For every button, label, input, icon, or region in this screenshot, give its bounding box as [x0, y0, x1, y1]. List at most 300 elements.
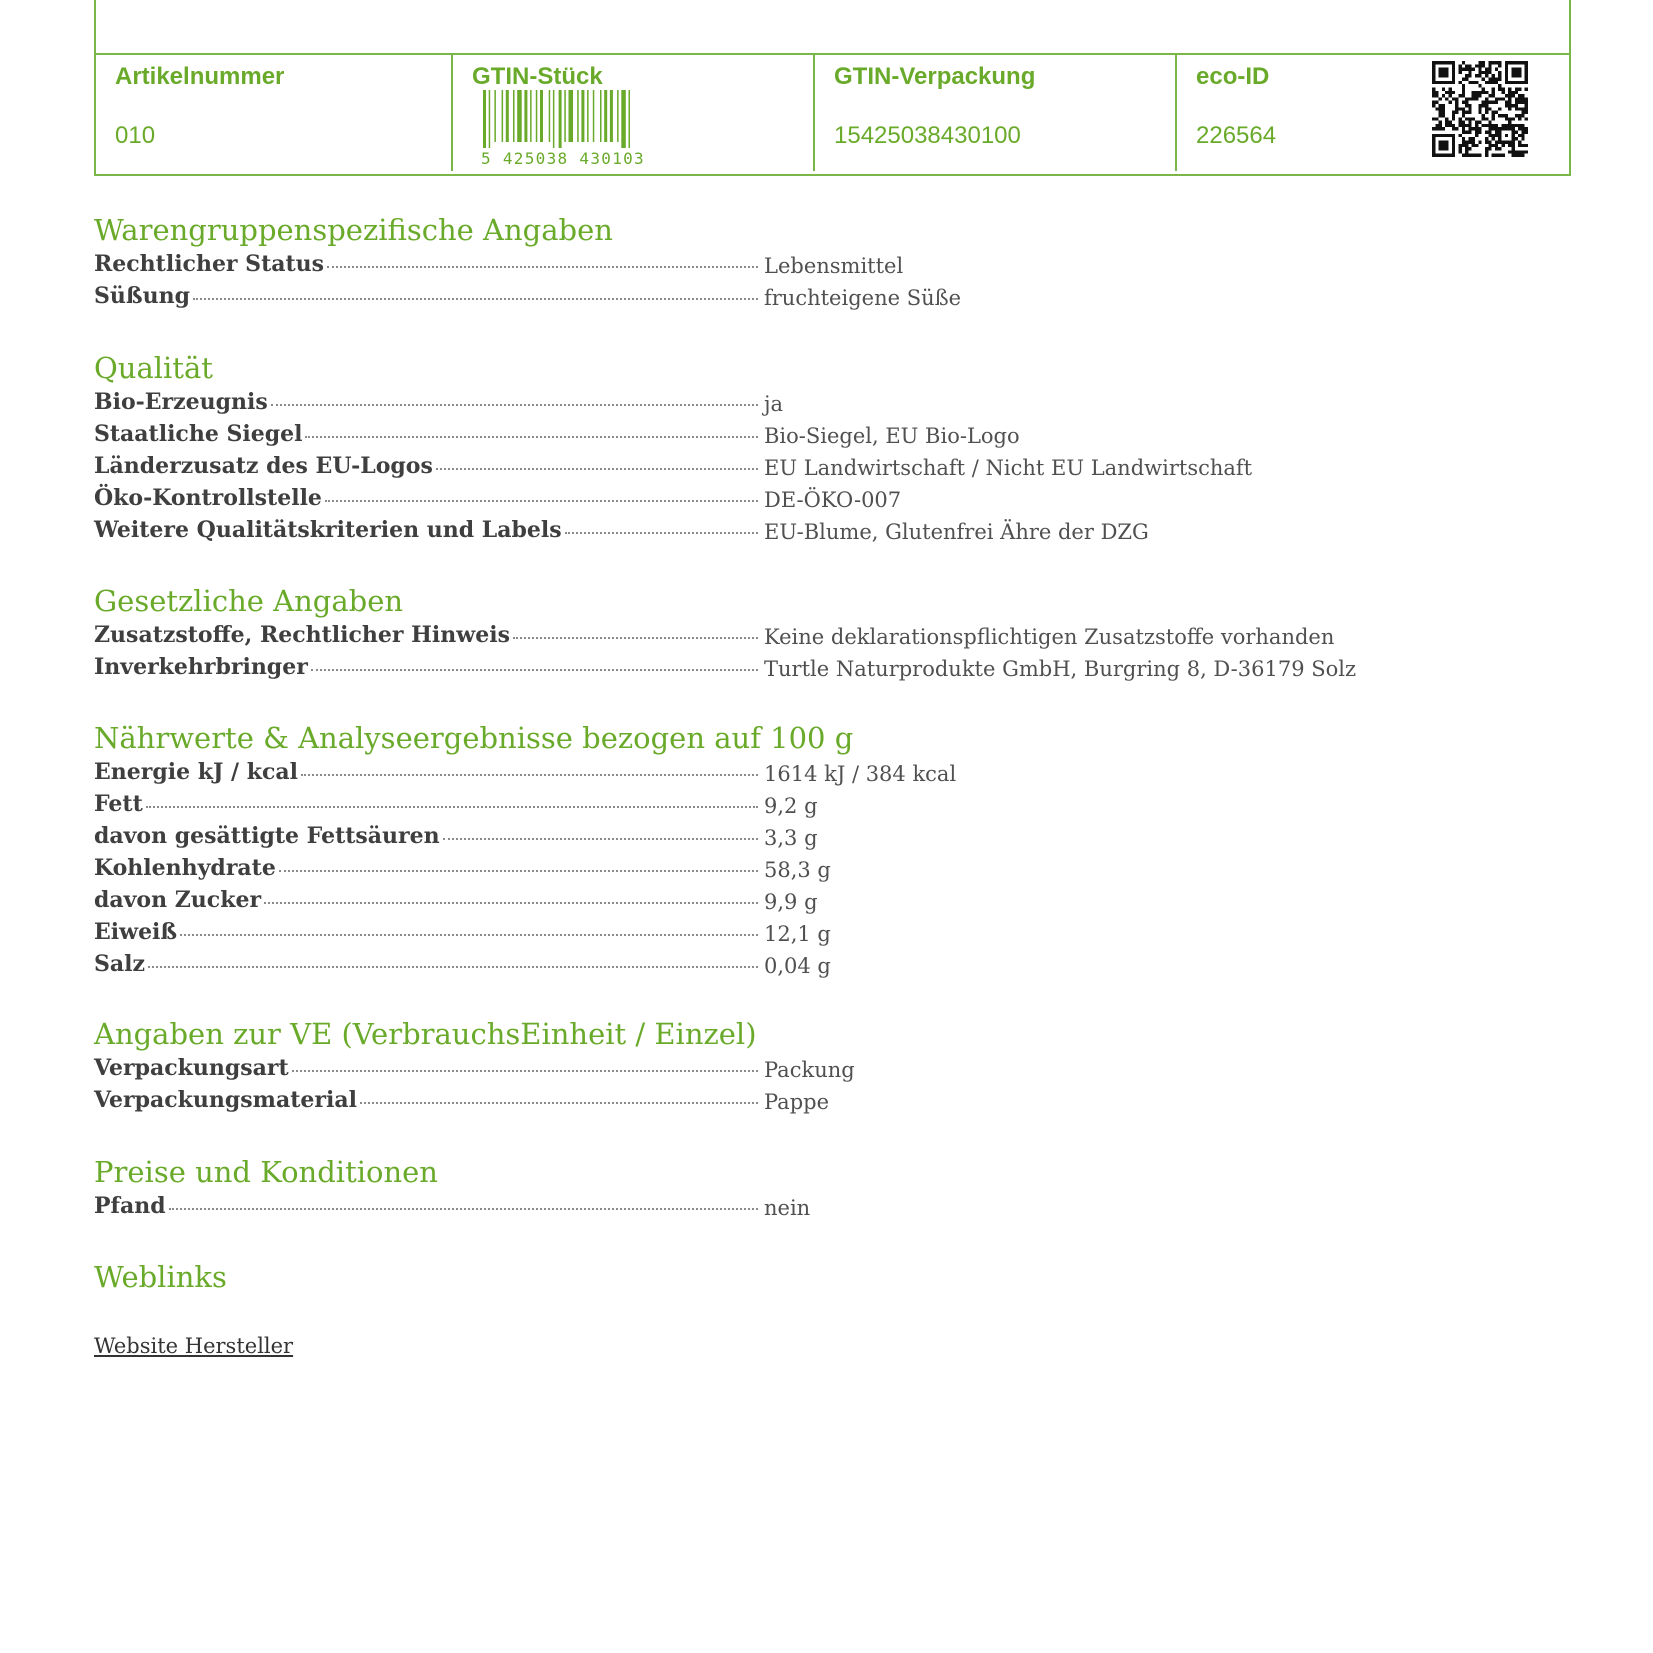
qr-module: [1525, 107, 1528, 110]
qr-module: [1439, 104, 1442, 107]
qr-module: [1505, 104, 1508, 107]
qr-module: [1449, 101, 1452, 104]
data-row: [94, 386, 1554, 418]
qr-module: [1439, 124, 1442, 127]
qr-module: [1475, 74, 1478, 77]
qr-module: [1468, 147, 1471, 150]
qr-module: [1458, 134, 1461, 137]
qr-module: [1492, 94, 1495, 97]
row-label: [94, 386, 758, 418]
qr-module: [1462, 87, 1465, 90]
row-label: [94, 1084, 758, 1116]
barcode-bar: [530, 90, 532, 142]
qr-module: [1452, 117, 1455, 120]
qr-module: [1492, 154, 1495, 157]
qr-module: [1442, 94, 1445, 97]
qr-module: [1478, 154, 1481, 157]
qr-module: [1495, 131, 1498, 134]
gtin-pack-cell: [813, 55, 1177, 171]
qr-module: [1458, 147, 1461, 150]
qr-module: [1465, 117, 1468, 120]
qr-module: [1478, 121, 1481, 124]
row-label-text: davon Zucker: [94, 887, 262, 913]
row-label: [94, 756, 758, 788]
qr-module: [1508, 117, 1511, 120]
qr-module: [1521, 94, 1524, 97]
qr-module: [1521, 127, 1524, 130]
qr-module: [1515, 104, 1518, 107]
qr-module: [1495, 124, 1498, 127]
qr-module: [1472, 91, 1475, 94]
dot-leader: [360, 1101, 758, 1104]
data-row: [94, 788, 1554, 820]
gtin-piece-label: GTIN-Stück: [472, 63, 603, 90]
qr-module: [1492, 101, 1495, 104]
qr-module: [1485, 131, 1488, 134]
dot-leader: [292, 1069, 758, 1072]
qr-module: [1525, 144, 1528, 147]
qr-module: [1468, 127, 1471, 130]
qr-module: [1482, 71, 1485, 74]
qr-module: [1468, 111, 1471, 114]
qr-module: [1498, 64, 1501, 67]
qr-module: [1508, 150, 1511, 153]
qr-module: [1432, 127, 1435, 130]
qr-module: [1488, 144, 1491, 147]
qr-module: [1508, 104, 1511, 107]
qr-module: [1485, 101, 1488, 104]
barcode-bar: [564, 90, 566, 142]
qr-module: [1485, 91, 1488, 94]
qr-module: [1515, 150, 1518, 153]
row-label-text: Verpackungsmaterial: [94, 1087, 357, 1113]
row-label-text: Pfand: [94, 1193, 166, 1219]
qr-module: [1445, 91, 1448, 94]
barcode-bar: [577, 90, 579, 142]
qr-code-image[interactable]: [1432, 61, 1528, 157]
qr-module: [1442, 127, 1445, 130]
qr-module: [1521, 101, 1524, 104]
qr-module: [1495, 101, 1498, 104]
row-label: [94, 1190, 758, 1222]
data-row: [94, 1084, 1554, 1116]
row-value: 9,2 g: [764, 794, 818, 818]
row-label-text: Fett: [94, 791, 143, 817]
qr-module: [1482, 78, 1485, 81]
row-value: nein: [764, 1196, 811, 1220]
row-value: EU-Blume, Glutenfrei Ähre der DZG: [764, 520, 1149, 544]
qr-module: [1465, 150, 1468, 153]
qr-module: [1482, 117, 1485, 120]
row-label: [94, 418, 758, 450]
qr-module: [1475, 154, 1478, 157]
qr-module: [1472, 144, 1475, 147]
qr-module: [1482, 124, 1485, 127]
qr-module: [1468, 121, 1471, 124]
qr-module: [1508, 91, 1511, 94]
qr-module: [1515, 87, 1518, 90]
qr-module: [1432, 101, 1435, 104]
dot-leader: [264, 901, 758, 904]
barcode-bar: [540, 90, 543, 142]
dot-leader: [436, 467, 758, 470]
qr-module: [1472, 97, 1475, 100]
qr-module: [1502, 154, 1505, 157]
qr-module: [1511, 117, 1514, 120]
qr-module: [1442, 107, 1445, 110]
row-value: Pappe: [764, 1090, 830, 1114]
qr-module: [1435, 101, 1438, 104]
qr-module: [1518, 154, 1521, 157]
qr-module: [1518, 140, 1521, 143]
qr-module: [1525, 117, 1528, 120]
qr-module: [1498, 97, 1501, 100]
qr-module: [1462, 140, 1465, 143]
qr-module: [1465, 104, 1468, 107]
barcode-bar: [604, 90, 607, 142]
qr-module: [1485, 74, 1488, 77]
qr-module: [1462, 137, 1465, 140]
website-hersteller-link[interactable]: Website Hersteller: [94, 1334, 294, 1358]
qr-module: [1472, 140, 1475, 143]
qr-module: [1472, 154, 1475, 157]
qr-module: [1468, 97, 1471, 100]
qr-module: [1465, 74, 1468, 77]
row-label-text: Öko-Kontrollstelle: [94, 485, 322, 511]
barcode-bar: [506, 90, 509, 142]
qr-module: [1475, 134, 1478, 137]
row-value: Packung: [764, 1058, 855, 1082]
barcode-bar: [502, 90, 504, 142]
qr-module: [1468, 117, 1471, 120]
qr-module: [1462, 61, 1465, 64]
qr-module: [1492, 124, 1495, 127]
qr-module: [1515, 124, 1518, 127]
row-label: [94, 884, 758, 916]
qr-module: [1445, 124, 1448, 127]
qr-module: [1465, 68, 1468, 71]
qr-module: [1449, 124, 1452, 127]
dot-leader: [193, 297, 758, 300]
qr-module: [1472, 127, 1475, 130]
dot-leader: [146, 805, 758, 808]
qr-module: [1492, 114, 1495, 117]
qr-module: [1449, 94, 1452, 97]
barcode-digits: 5 425038 430103: [481, 149, 645, 168]
qr-module: [1462, 107, 1465, 110]
qr-module: [1488, 127, 1491, 130]
row-value: 0,04 g: [764, 954, 831, 978]
barcode-bar: [483, 90, 486, 148]
qr-module: [1515, 101, 1518, 104]
qr-module: [1442, 111, 1445, 114]
qr-module: [1521, 150, 1524, 153]
qr-module: [1502, 91, 1505, 94]
qr-module: [1439, 121, 1442, 124]
qr-module: [1472, 68, 1475, 71]
gtin-pack-value: 15425038430100: [834, 122, 1021, 149]
qr-module: [1475, 91, 1478, 94]
gtin-pack-label: GTIN-Verpackung: [834, 63, 1036, 90]
qr-module: [1458, 94, 1461, 97]
data-row: [94, 1052, 1554, 1084]
qr-module: [1488, 78, 1491, 81]
qr-module: [1495, 111, 1498, 114]
qr-module: [1465, 78, 1468, 81]
qr-module: [1485, 150, 1488, 153]
qr-module: [1495, 81, 1498, 84]
qr-module: [1495, 68, 1498, 71]
qr-module: [1458, 71, 1461, 74]
qr-module: [1439, 107, 1442, 110]
qr-module: [1455, 104, 1458, 107]
qr-module: [1462, 84, 1465, 87]
qr-module: [1478, 131, 1481, 134]
qr-module: [1462, 91, 1465, 94]
qr-module: [1521, 144, 1524, 147]
qr-module: [1468, 74, 1471, 77]
row-value: ja: [764, 392, 784, 416]
qr-module: [1462, 111, 1465, 114]
dot-leader: [271, 403, 758, 406]
qr-module: [1455, 127, 1458, 130]
row-label-text: Weitere Qualitätskriterien und Labels: [94, 517, 562, 543]
qr-module: [1498, 87, 1501, 90]
qr-module: [1521, 107, 1524, 110]
qr-module: [1455, 111, 1458, 114]
qr-module: [1475, 124, 1478, 127]
qr-module: [1455, 101, 1458, 104]
data-row: [94, 514, 1554, 546]
row-label-text: Energie kJ / kcal: [94, 759, 299, 785]
dot-leader: [325, 499, 758, 502]
barcode-bar: [587, 90, 589, 142]
qr-module: [1458, 117, 1461, 120]
qr-module: [1511, 124, 1514, 127]
section-title: Qualität: [94, 351, 213, 385]
qr-module: [1495, 147, 1498, 150]
qr-module: [1482, 114, 1485, 117]
qr-module: [1521, 134, 1524, 137]
qr-module: [1432, 94, 1435, 97]
barcode-bar: [524, 90, 527, 142]
qr-module: [1525, 101, 1528, 104]
qr-module: [1518, 107, 1521, 110]
qr-module: [1502, 124, 1505, 127]
qr-module: [1495, 140, 1498, 143]
qr-module: [1465, 97, 1468, 100]
qr-module: [1515, 154, 1518, 157]
qr-module: [1495, 144, 1498, 147]
qr-module: [1468, 71, 1471, 74]
qr-module: [1502, 144, 1505, 147]
qr-module: [1511, 150, 1514, 153]
dot-leader: [565, 531, 758, 534]
qr-module: [1435, 127, 1438, 130]
section-title: Nährwerte & Analyseergebnisse bezogen auf 100 g: [94, 721, 854, 755]
qr-module: [1439, 111, 1442, 114]
qr-module: [1485, 71, 1488, 74]
qr-module: [1488, 101, 1491, 104]
qr-module: [1465, 131, 1468, 134]
data-row: [94, 248, 1554, 280]
qr-module: [1508, 144, 1511, 147]
qr-module: [1498, 107, 1501, 110]
qr-module: [1475, 97, 1478, 100]
data-row: [94, 418, 1554, 450]
qr-module: [1485, 107, 1488, 110]
qr-module: [1482, 91, 1485, 94]
section-title: Warengruppenspezifische Angaben: [94, 213, 613, 247]
barcode-bar: [494, 90, 496, 142]
qr-module: [1452, 111, 1455, 114]
qr-module: [1475, 94, 1478, 97]
qr-module: [1468, 124, 1471, 127]
row-label-text: Rechtlicher Status: [94, 251, 325, 277]
dot-leader: [301, 773, 758, 776]
qr-module: [1511, 144, 1514, 147]
qr-module: [1439, 140, 1449, 150]
qr-module: [1465, 154, 1468, 157]
article-number-cell: [96, 55, 451, 171]
qr-module: [1465, 124, 1468, 127]
section-warengruppe: [94, 212, 1554, 312]
qr-module: [1462, 78, 1465, 81]
row-label-text: davon gesättigte Fettsäuren: [94, 823, 440, 849]
qr-module: [1468, 81, 1471, 84]
qr-module: [1518, 97, 1521, 100]
row-label-text: Eiweiß: [94, 919, 178, 945]
qr-module: [1485, 68, 1488, 71]
row-value: Turtle Naturprodukte GmbH, Burgring 8, D-36179 Solz: [764, 657, 1357, 681]
qr-module: [1432, 104, 1435, 107]
qr-module: [1495, 154, 1498, 157]
qr-module: [1492, 91, 1495, 94]
row-label-text: Zusatzstoffe, Rechtlicher Hinweis: [94, 622, 510, 648]
qr-module: [1492, 61, 1495, 64]
qr-module: [1472, 94, 1475, 97]
qr-module: [1442, 114, 1445, 117]
qr-module: [1478, 94, 1481, 97]
qr-module: [1458, 107, 1461, 110]
data-row: [94, 450, 1554, 482]
qr-module: [1492, 127, 1495, 130]
qr-module: [1435, 107, 1438, 110]
data-row: [94, 916, 1554, 948]
qr-module: [1458, 81, 1461, 84]
row-label-text: Bio-Erzeugnis: [94, 389, 268, 415]
barcode-bar: [621, 90, 626, 148]
qr-module: [1521, 114, 1524, 117]
qr-module: [1521, 131, 1524, 134]
product-id-box: [94, 0, 1571, 176]
section-title: Weblinks: [94, 1260, 227, 1294]
qr-module: [1485, 97, 1488, 100]
dot-leader: [513, 636, 758, 639]
qr-module: [1525, 150, 1528, 153]
qr-module: [1475, 144, 1478, 147]
row-label: [94, 948, 758, 980]
qr-module: [1472, 137, 1475, 140]
row-value: 9,9 g: [764, 890, 818, 914]
qr-module: [1492, 134, 1495, 137]
qr-module: [1525, 104, 1528, 107]
qr-module: [1435, 94, 1438, 97]
dot-leader: [311, 668, 758, 671]
qr-module: [1511, 68, 1521, 78]
eco-id-value: 226564: [1196, 122, 1277, 149]
qr-module: [1462, 124, 1465, 127]
qr-module: [1508, 124, 1511, 127]
row-label: [94, 248, 758, 280]
qr-module: [1458, 144, 1461, 147]
qr-module: [1508, 87, 1511, 90]
qr-module: [1505, 134, 1508, 137]
qr-module: [1515, 91, 1518, 94]
qr-module: [1462, 144, 1465, 147]
row-label-text: Staatliche Siegel: [94, 421, 303, 447]
qr-module: [1498, 84, 1501, 87]
qr-module: [1498, 114, 1501, 117]
qr-module: [1442, 104, 1445, 107]
qr-module: [1468, 68, 1471, 71]
barcode-bar: [559, 90, 562, 148]
qr-module: [1478, 74, 1481, 77]
row-label-text: Länderzusatz des EU-Logos: [94, 453, 433, 479]
qr-module: [1455, 107, 1458, 110]
qr-module: [1518, 124, 1521, 127]
qr-module: [1488, 94, 1491, 97]
dot-leader: [305, 435, 758, 438]
row-value: Lebensmittel: [764, 254, 904, 278]
row-label-text: Kohlenhydrate: [94, 855, 276, 881]
qr-module: [1445, 121, 1448, 124]
row-value: Keine deklarationspflichtigen Zusatzstoffe vorhanden: [764, 625, 1335, 649]
row-value: 3,3 g: [764, 826, 818, 850]
qr-module: [1488, 140, 1491, 143]
qr-module: [1485, 124, 1488, 127]
qr-module: [1439, 114, 1442, 117]
qr-module: [1478, 104, 1481, 107]
qr-module: [1495, 134, 1498, 137]
qr-module: [1521, 137, 1524, 140]
qr-module: [1485, 81, 1488, 84]
qr-module: [1518, 134, 1521, 137]
qr-module: [1488, 131, 1491, 134]
qr-module: [1458, 121, 1461, 124]
qr-module: [1485, 111, 1488, 114]
section-ve: [94, 1016, 1554, 1116]
qr-module: [1439, 127, 1442, 130]
qr-module: [1498, 71, 1501, 74]
section-title: Angaben zur VE (VerbrauchsEinheit / Einzel): [94, 1017, 757, 1051]
qr-module: [1475, 121, 1478, 124]
qr-module: [1462, 127, 1465, 130]
qr-module: [1518, 117, 1521, 120]
section-title: Preise und Konditionen: [94, 1155, 438, 1189]
qr-module: [1478, 111, 1481, 114]
qr-module: [1435, 124, 1438, 127]
row-label: [94, 450, 758, 482]
qr-module: [1488, 71, 1491, 74]
qr-module: [1468, 131, 1471, 134]
barcode-bar: [629, 90, 631, 148]
barcode-bar: [513, 90, 515, 142]
section-naehrwerte: [94, 720, 1554, 980]
qr-module: [1439, 68, 1449, 78]
section-qualitaet: [94, 350, 1554, 546]
qr-module: [1432, 87, 1435, 90]
